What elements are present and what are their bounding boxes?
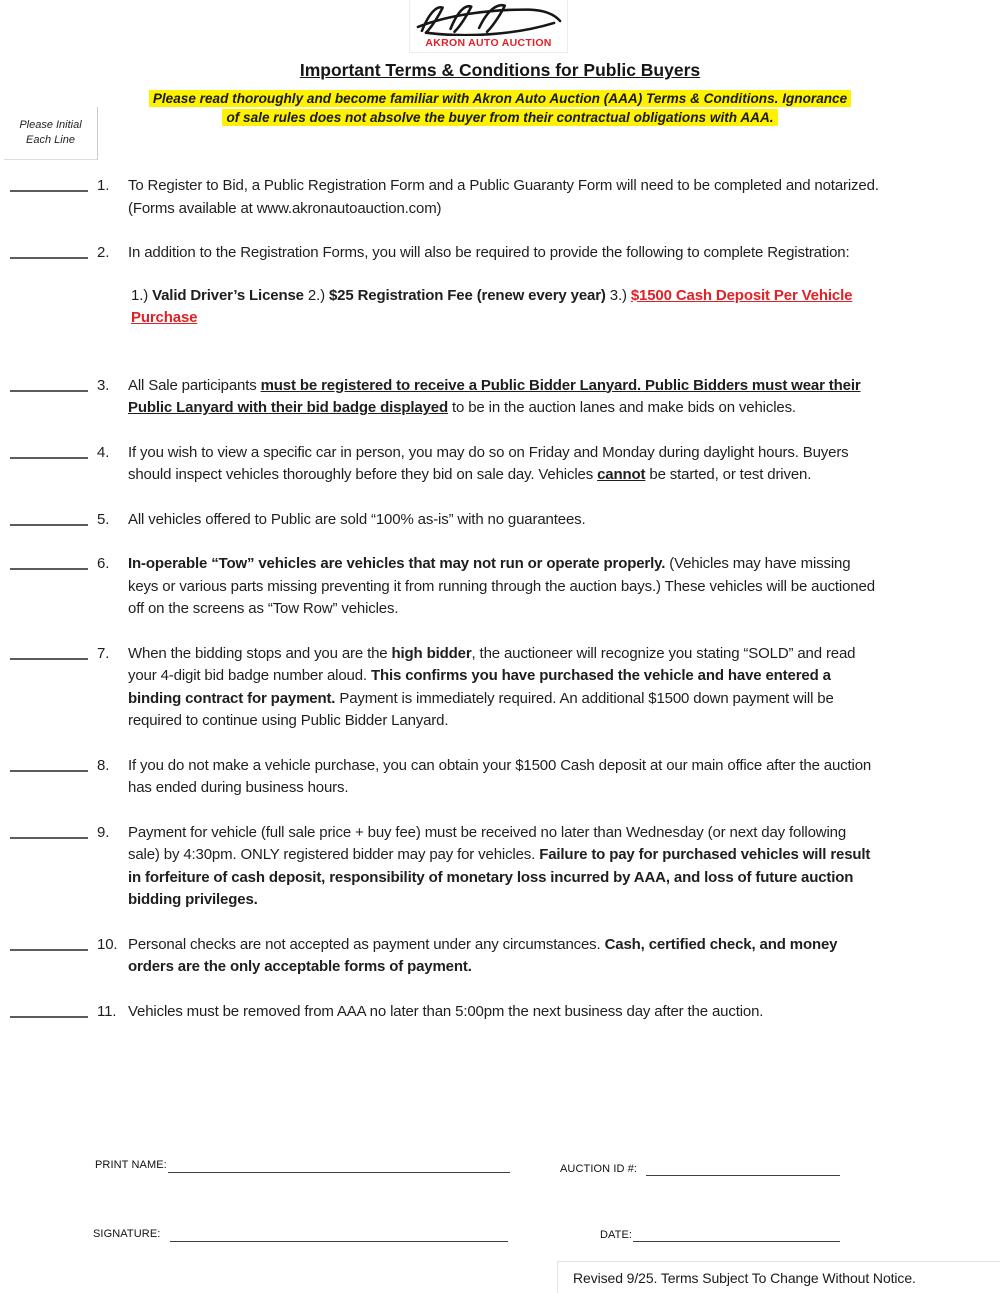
term-text [128, 509, 880, 532]
term-text-segment: Failure to pay for purchased vehicles will result in forfeiture of cash deposit, responsibility of monetary loss incurred by AAA, and loss of future auction bidding privileges. [128, 846, 871, 908]
term-text [128, 242, 880, 330]
term-number: 3. [97, 376, 110, 394]
term-row [0, 1001, 1000, 1024]
term-text-segment: to be in the auction lanes and make bids on vehicles. [447, 399, 796, 416]
term-row [0, 442, 1000, 487]
term-text-segment: (Vehicles may have missing keys or various parts missing preventing it from running through the auction bays.) These vehicles will be auctioned off on the screens as “Tow Row” vehicles. [128, 555, 875, 617]
auction-id-label: AUCTION ID #: [560, 1163, 638, 1175]
notice-line-2: of sale rules does not absolve the buyer from their contractual obligations with AAA. [222, 109, 777, 126]
term-row [0, 822, 1000, 912]
term-text [128, 643, 880, 733]
please-initial-box [4, 107, 98, 160]
term-row [0, 553, 1000, 621]
term-row [0, 375, 1000, 420]
term-text-segment: All vehicles offered to Public are sold “100% as-is” with no guarantees. [128, 510, 586, 528]
term-text-segment: Payment is immediately required. An additional $1500 down payment will be required to continue using Public Bidder Lanyard. [128, 689, 834, 729]
term-text-segment: Valid Driver’s License [152, 286, 304, 304]
term-number: 5. [97, 510, 110, 528]
term-text-segment: Personal checks are not accepted as payment under any circumstances. [128, 935, 605, 953]
signature-line[interactable] [170, 1241, 508, 1242]
date-label: DATE: [600, 1229, 633, 1241]
print-name-label: PRINT NAME: [95, 1159, 167, 1171]
term-row [0, 934, 1000, 979]
term-text-segment: cannot [597, 466, 646, 483]
term-text-segment: Payment for vehicle (full sale price + buy fee) must be received no later than Wednesday (or next day following sale) by 4:30pm. ONLY registered bidder may pay for vehicles. [128, 823, 847, 863]
initial-signature-line[interactable] [10, 755, 88, 772]
term-row [0, 242, 1000, 330]
revision-note: Revised 9/25. Terms Subject To Change Without Notice. [557, 1261, 1000, 1293]
term-text-segment: 1.) [131, 286, 153, 304]
akron-auto-auction-logo [409, 0, 568, 53]
notice-line-1: Please read thoroughly and become familiar with Akron Auto Auction (AAA) Terms & Conditions. Ignorance [149, 90, 851, 107]
initial-signature-line[interactable] [10, 1001, 88, 1018]
term-number: 6. [97, 555, 110, 572]
term-text [128, 375, 880, 420]
page-title: Important Terms & Conditions for Public Buyers [299, 60, 701, 80]
term-text-segment: To Register to Bid, a Public Registration Form and a Public Guaranty Form will need to be completed and notarized. (Forms available at www.akronautoauction.com) [128, 177, 879, 217]
initial-signature-line[interactable] [10, 175, 88, 192]
term-text [128, 755, 880, 800]
term-text-segment: Cash, certified check, and money orders are the only acceptable forms of payment. [128, 935, 838, 975]
term-text-segment: In-operable “Tow” vehicles are vehicles that may not run or operate properly. [128, 555, 666, 572]
term-text-segment: If you wish to view a specific car in person, you may do so on Friday and Monday during daylight hours. Buyers should inspect vehicles thoroughly before they bid on sale day. Vehicles [128, 443, 849, 483]
term-text-segment: All Sale participants [128, 376, 261, 394]
initial-signature-line[interactable] [10, 553, 88, 570]
term-row [0, 643, 1000, 733]
aaa-script-icon [415, 2, 563, 36]
term-number: 7. [97, 644, 110, 662]
term-text-segment: , the auctioneer will recognize you stating “SOLD” and read your 4-digit bid badge number aloud. [128, 644, 856, 684]
term-text-segment: $25 Registration Fee (renew every year) [328, 286, 606, 304]
term-text [128, 822, 880, 912]
initial-box-line-1: Please Initial [19, 119, 82, 131]
term-row [0, 175, 1000, 220]
initial-signature-line[interactable] [10, 509, 88, 526]
highlighted-notice [0, 89, 1000, 127]
term-text [128, 1001, 880, 1024]
term-number: 2. [97, 244, 110, 261]
term-number: 8. [97, 756, 110, 774]
initial-signature-line[interactable] [10, 242, 88, 259]
terms-list [0, 175, 1000, 1045]
term-text [128, 934, 880, 979]
term-number: 1. [97, 177, 110, 194]
term-number: 11. [97, 1002, 117, 1020]
initial-signature-line[interactable] [10, 934, 88, 951]
auction-id-line[interactable] [646, 1175, 840, 1176]
term-number: 4. [97, 443, 110, 461]
signature-label: SIGNATURE: [93, 1228, 161, 1240]
logo-brand-text: AKRON AUTO AUCTION [425, 37, 552, 49]
term-number: 9. [97, 823, 110, 841]
term-text-segment: If you do not make a vehicle purchase, you can obtain your $1500 Cash deposit at our main office after the auction has ended during business hours. [128, 756, 872, 796]
term-row [0, 509, 1000, 532]
term-text-segment: 3.) [605, 286, 631, 304]
term-text-segment: When the bidding stops and you are the [128, 644, 392, 662]
term-text-segment: Vehicles must be removed from AAA no later than 5:00pm the next business day after the auction. [128, 1002, 764, 1020]
initial-signature-line[interactable] [10, 643, 88, 660]
term-text-segment: be started, or test driven. [645, 466, 812, 483]
term-text-segment: In addition to the Registration Forms, you will also be required to provide the following to complete Registration: [128, 244, 850, 261]
term-text [128, 175, 880, 220]
term-text-segment: must be registered to receive a Public Bidder Lanyard. Public Bidders must wear their Public Lanyard with their bid badge displayed [128, 376, 861, 416]
initial-box-line-2: Each Line [26, 134, 75, 146]
term-text-segment: high bidder [391, 644, 472, 662]
initial-signature-line[interactable] [10, 822, 88, 839]
term-text-segment: $1500 Cash Deposit Per Vehicle Purchase [131, 286, 853, 326]
term-row [0, 755, 1000, 800]
initial-signature-line[interactable] [10, 442, 88, 459]
term-text-segment: This confirms you have purchased the vehicle and have entered a binding contract for payment. [128, 667, 831, 707]
print-name-line[interactable] [168, 1172, 510, 1173]
term-text-segment: 2.) [303, 286, 329, 304]
date-line[interactable] [633, 1241, 840, 1242]
term-text [128, 553, 880, 621]
term-text [128, 442, 880, 487]
term-number: 10. [97, 935, 118, 953]
initial-signature-line[interactable] [10, 375, 88, 392]
